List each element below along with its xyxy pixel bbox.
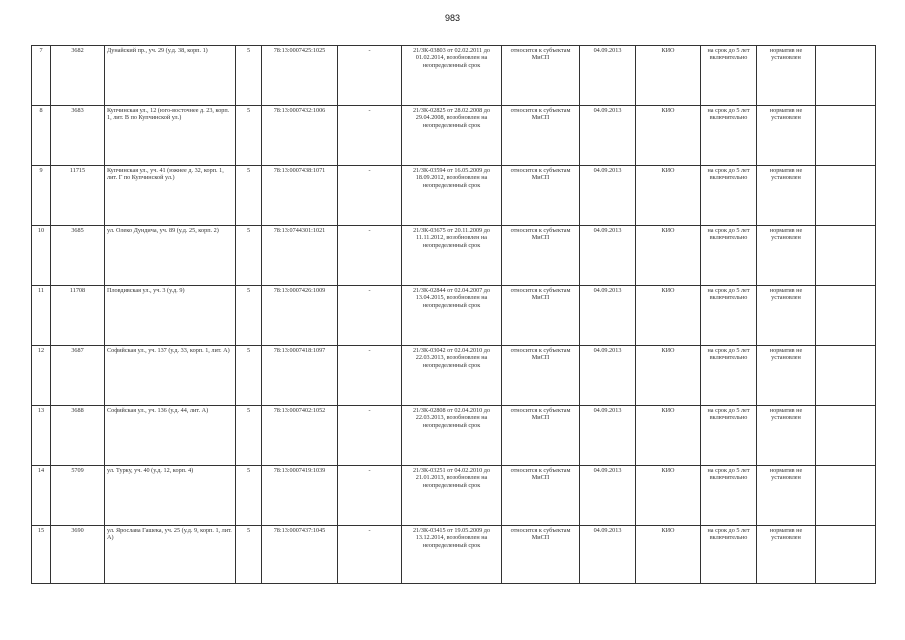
- lease-term-cell: на срок до 5 лет включительно: [701, 106, 757, 166]
- page-number: 983: [444, 13, 461, 23]
- decision-date-cell: 04.09.2013: [580, 406, 636, 466]
- smsp-status-cell: относится к субъектам МиСП: [502, 406, 580, 466]
- object-id-cell: 3685: [51, 226, 105, 286]
- area-cell: 5: [236, 406, 262, 466]
- table-row: [32, 166, 876, 226]
- address-cell: Софийская ул., уч. 137 (у.д. 33, корп. 1, лит. А): [105, 346, 236, 406]
- encumbrance-cell: -: [338, 286, 402, 346]
- smsp-status-cell: относится к субъектам МиСП: [502, 526, 580, 584]
- registry-table: [31, 45, 876, 584]
- lease-contract-cell: 21/ЗК-02825 от 28.02.2008 до 29.04.2008, возобновлен на неопределенный срок: [402, 106, 502, 166]
- area-cell: 5: [236, 346, 262, 406]
- object-id-cell: 5709: [51, 466, 105, 526]
- table-row: [32, 526, 876, 584]
- lease-term-cell: на срок до 5 лет включительно: [701, 166, 757, 226]
- address-cell: Купчинская ул., 12 (юго-восточнее д. 23, корп. 1, лит. В по Купчинской ул.): [105, 106, 236, 166]
- cadastral-number-cell: 78:13:0007437:1045: [262, 526, 338, 584]
- table-body: [32, 46, 876, 584]
- lease-term-cell: на срок до 5 лет включительно: [701, 286, 757, 346]
- object-id-cell: 3682: [51, 46, 105, 106]
- smsp-status-cell: относится к субъектам МиСП: [502, 166, 580, 226]
- authority-cell: КИО: [636, 46, 701, 106]
- lease-term-cell: на срок до 5 лет включительно: [701, 406, 757, 466]
- standard-cell: норматив не установлен: [757, 46, 816, 106]
- table-row: [32, 46, 876, 106]
- table-row: [32, 226, 876, 286]
- area-cell: 5: [236, 226, 262, 286]
- standard-cell: норматив не установлен: [757, 346, 816, 406]
- object-id-cell: 3687: [51, 346, 105, 406]
- address-cell: ул. Олеко Дундича, уч. 89 (у.д. 25, корп. 2): [105, 226, 236, 286]
- encumbrance-cell: -: [338, 166, 402, 226]
- row-number-cell: 11: [32, 286, 51, 346]
- address-cell: Софийская ул., уч. 136 (у.д. 44, лит. А): [105, 406, 236, 466]
- note-cell: [816, 226, 876, 286]
- lease-contract-cell: 21/ЗК-03675 от 20.11.2009 до 11.11.2012, возобновлен на неопределенный срок: [402, 226, 502, 286]
- decision-date-cell: 04.09.2013: [580, 526, 636, 584]
- row-number-cell: 12: [32, 346, 51, 406]
- table-row: [32, 106, 876, 166]
- encumbrance-cell: -: [338, 346, 402, 406]
- row-number-cell: 9: [32, 166, 51, 226]
- note-cell: [816, 106, 876, 166]
- standard-cell: норматив не установлен: [757, 406, 816, 466]
- smsp-status-cell: относится к субъектам МиСП: [502, 46, 580, 106]
- cadastral-number-cell: 78:13:0007425:1025: [262, 46, 338, 106]
- object-id-cell: 3690: [51, 526, 105, 584]
- smsp-status-cell: относится к субъектам МиСП: [502, 286, 580, 346]
- object-id-cell: 3683: [51, 106, 105, 166]
- lease-contract-cell: 21/ЗК-02844 от 02.04.2007 до 13.04.2015, возобновлен на неопределенный срок: [402, 286, 502, 346]
- decision-date-cell: 04.09.2013: [580, 106, 636, 166]
- encumbrance-cell: -: [338, 406, 402, 466]
- area-cell: 5: [236, 286, 262, 346]
- area-cell: 5: [236, 46, 262, 106]
- address-cell: Дунайский пр., уч. 29 (у.д. 38, корп. 1): [105, 46, 236, 106]
- authority-cell: КИО: [636, 166, 701, 226]
- smsp-status-cell: относится к субъектам МиСП: [502, 346, 580, 406]
- row-number-cell: 10: [32, 226, 51, 286]
- note-cell: [816, 286, 876, 346]
- decision-date-cell: 04.09.2013: [580, 466, 636, 526]
- lease-contract-cell: 21/ЗК-02808 от 02.04.2010 до 22.03.2013, возобновлен на неопределенный срок: [402, 406, 502, 466]
- lease-contract-cell: 21/ЗК-03251 от 04.02.2010 до 21.01.2013, возобновлен на неопределенный срок: [402, 466, 502, 526]
- address-cell: Пловдивская ул., уч. 3 (у.д. 9): [105, 286, 236, 346]
- standard-cell: норматив не установлен: [757, 106, 816, 166]
- decision-date-cell: 04.09.2013: [580, 286, 636, 346]
- table-row: [32, 346, 876, 406]
- lease-term-cell: на срок до 5 лет включительно: [701, 526, 757, 584]
- decision-date-cell: 04.09.2013: [580, 346, 636, 406]
- area-cell: 5: [236, 526, 262, 584]
- note-cell: [816, 166, 876, 226]
- area-cell: 5: [236, 466, 262, 526]
- lease-contract-cell: 21/ЗК-03594 от 16.05.2009 до 18.09.2012, возобновлен на неопределенный срок: [402, 166, 502, 226]
- table-row: [32, 286, 876, 346]
- cadastral-number-cell: 78:13:0007432:1006: [262, 106, 338, 166]
- authority-cell: КИО: [636, 226, 701, 286]
- smsp-status-cell: относится к субъектам МиСП: [502, 466, 580, 526]
- lease-contract-cell: 21/ЗК-03042 от 02.04.2010 до 22.03.2013, возобновлен на неопределенный срок: [402, 346, 502, 406]
- lease-term-cell: на срок до 5 лет включительно: [701, 346, 757, 406]
- lease-term-cell: на срок до 5 лет включительно: [701, 46, 757, 106]
- cadastral-number-cell: 78:13:0007419:1039: [262, 466, 338, 526]
- table-row: [32, 406, 876, 466]
- standard-cell: норматив не установлен: [757, 466, 816, 526]
- encumbrance-cell: -: [338, 46, 402, 106]
- object-id-cell: 3688: [51, 406, 105, 466]
- decision-date-cell: 04.09.2013: [580, 166, 636, 226]
- encumbrance-cell: -: [338, 226, 402, 286]
- table-row: [32, 466, 876, 526]
- cadastral-number-cell: 78:13:0007418:1097: [262, 346, 338, 406]
- decision-date-cell: 04.09.2013: [580, 226, 636, 286]
- row-number-cell: 15: [32, 526, 51, 584]
- address-cell: ул. Турку, уч. 40 (у.д. 12, корп. 4): [105, 466, 236, 526]
- standard-cell: норматив не установлен: [757, 226, 816, 286]
- standard-cell: норматив не установлен: [757, 526, 816, 584]
- standard-cell: норматив не установлен: [757, 166, 816, 226]
- row-number-cell: 8: [32, 106, 51, 166]
- cadastral-number-cell: 78:13:0007438:1071: [262, 166, 338, 226]
- smsp-status-cell: относится к субъектам МиСП: [502, 226, 580, 286]
- object-id-cell: 11708: [51, 286, 105, 346]
- row-number-cell: 14: [32, 466, 51, 526]
- authority-cell: КИО: [636, 406, 701, 466]
- object-id-cell: 11715: [51, 166, 105, 226]
- cadastral-number-cell: 78:13:0007402:1052: [262, 406, 338, 466]
- note-cell: [816, 346, 876, 406]
- area-cell: 5: [236, 166, 262, 226]
- cadastral-number-cell: 78:13:0007426:1009: [262, 286, 338, 346]
- authority-cell: КИО: [636, 106, 701, 166]
- address-cell: ул. Ярослава Гашека, уч. 25 (у.д. 9, корп. 1, лит. А): [105, 526, 236, 584]
- row-number-cell: 7: [32, 46, 51, 106]
- decision-date-cell: 04.09.2013: [580, 46, 636, 106]
- authority-cell: КИО: [636, 346, 701, 406]
- note-cell: [816, 526, 876, 584]
- authority-cell: КИО: [636, 466, 701, 526]
- address-cell: Купчинская ул., уч. 41 (южнее д. 32, корп. 1, лит. Г по Купчинской ул.): [105, 166, 236, 226]
- authority-cell: КИО: [636, 286, 701, 346]
- standard-cell: норматив не установлен: [757, 286, 816, 346]
- lease-term-cell: на срок до 5 лет включительно: [701, 226, 757, 286]
- lease-contract-cell: 21/ЗК-03803 от 02.02.2011 до 01.02.2014, возобновлен на неопределенный срок: [402, 46, 502, 106]
- area-cell: 5: [236, 106, 262, 166]
- note-cell: [816, 406, 876, 466]
- encumbrance-cell: -: [338, 526, 402, 584]
- cadastral-number-cell: 78:13:0744301:1021: [262, 226, 338, 286]
- authority-cell: КИО: [636, 526, 701, 584]
- row-number-cell: 13: [32, 406, 51, 466]
- note-cell: [816, 46, 876, 106]
- smsp-status-cell: относится к субъектам МиСП: [502, 106, 580, 166]
- lease-term-cell: на срок до 5 лет включительно: [701, 466, 757, 526]
- note-cell: [816, 466, 876, 526]
- encumbrance-cell: -: [338, 466, 402, 526]
- encumbrance-cell: -: [338, 106, 402, 166]
- lease-contract-cell: 21/ЗК-03415 от 19.05.2009 до 13.12.2014, возобновлен на неопределенный срок: [402, 526, 502, 584]
